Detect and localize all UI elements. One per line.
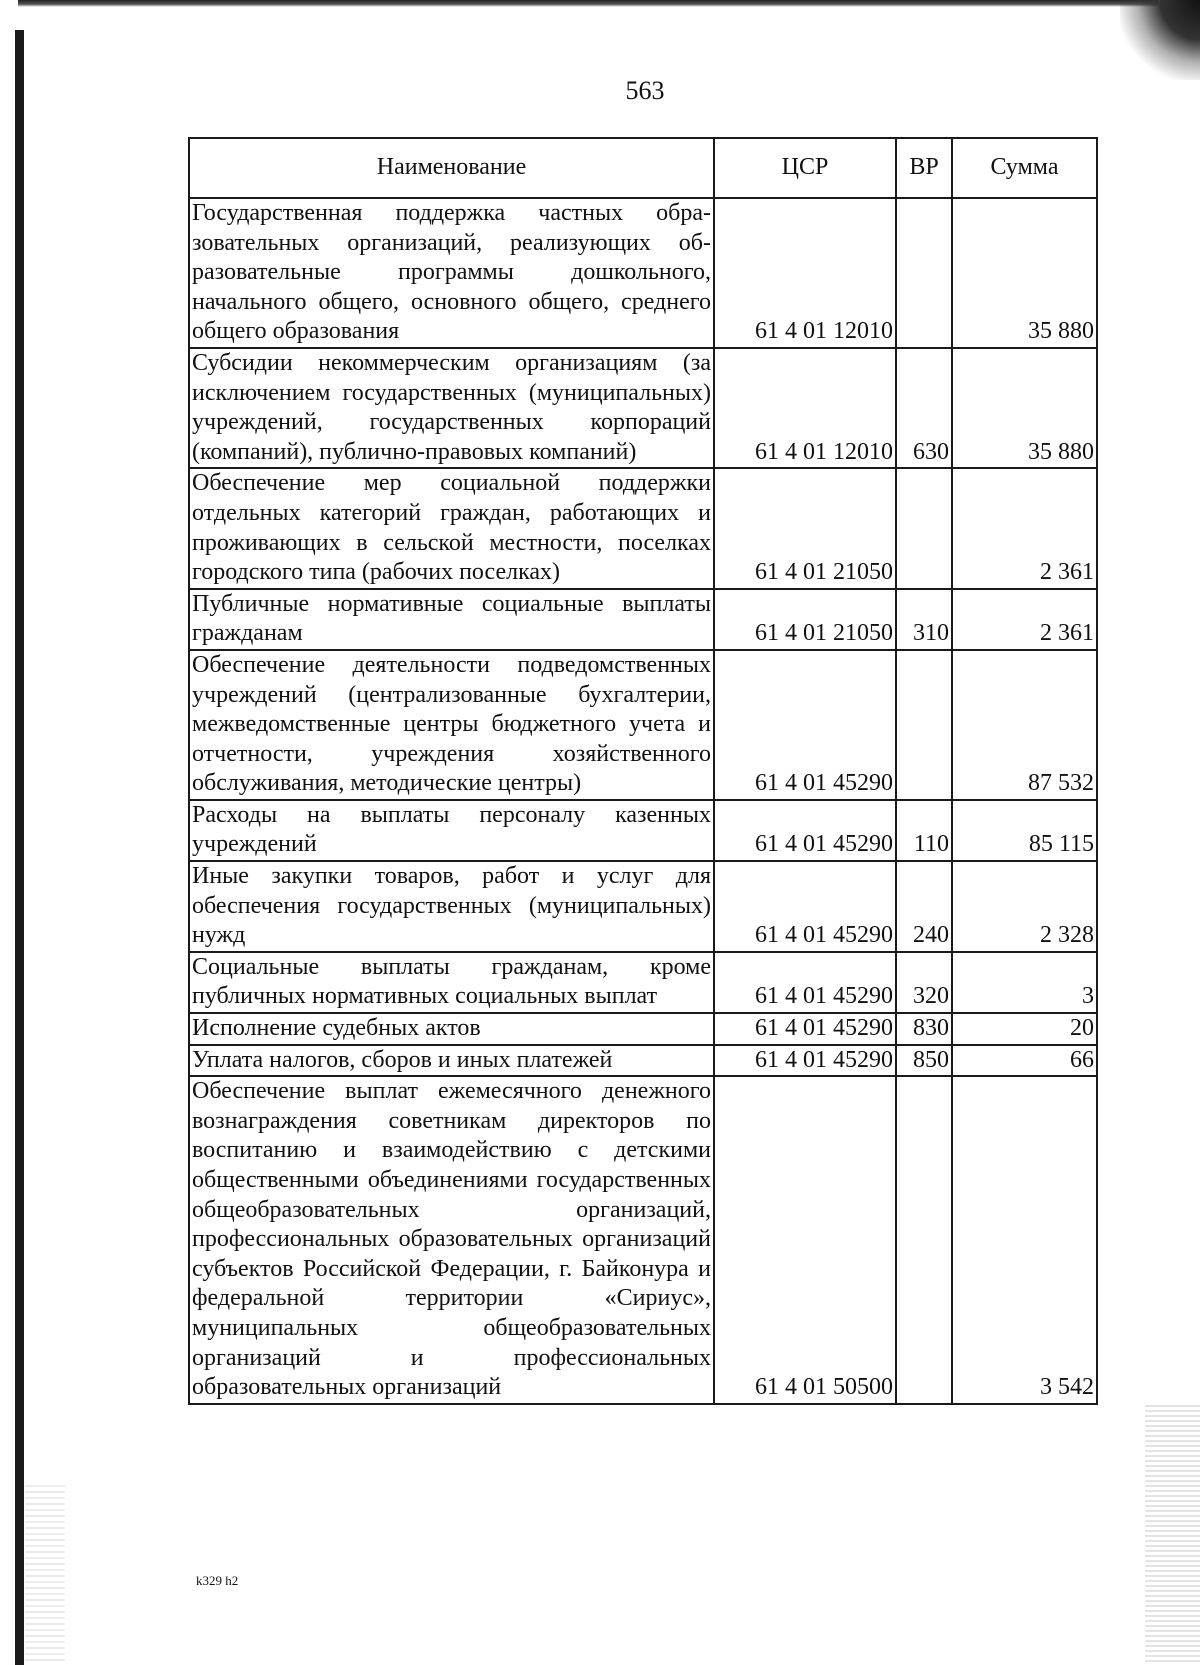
scan-left-edge xyxy=(15,30,24,1665)
table-row xyxy=(189,861,1097,952)
row-name: Социальные выплаты гражданам, кроме публичных нормативных социальных выплат xyxy=(189,952,714,1013)
row-vr xyxy=(896,468,952,588)
row-csr: 61 4 01 45290 xyxy=(714,650,896,800)
page-number: 563 xyxy=(625,76,665,105)
row-name: Расходы на выплаты персоналу казенных учреждений xyxy=(189,800,714,861)
table-row xyxy=(189,1013,1097,1045)
row-sum: 20 xyxy=(952,1013,1097,1045)
row-sum: 2 361 xyxy=(952,589,1097,650)
table-row xyxy=(189,800,1097,861)
row-sum: 2 328 xyxy=(952,861,1097,952)
row-vr: 830 xyxy=(896,1013,952,1045)
row-csr: 61 4 01 45290 xyxy=(714,1045,896,1077)
row-csr: 61 4 01 12010 xyxy=(714,198,896,348)
row-name: Обеспечение выплат ежемесячного денежного вознаграждения советникам директоров по воспитанию и взаимодействию с детскими общественными объединениями государственных общеобразовательных организаций, профессиональных образовательных организаций субъектов Российской Федерации, г. Байконура и федеральной территории «Сириус», муниципальных общеобразовательных организаций и профессиональных образовательных организаций xyxy=(189,1076,714,1404)
table-row xyxy=(189,952,1097,1013)
row-csr: 61 4 01 45290 xyxy=(714,952,896,1013)
table-row xyxy=(189,348,1097,468)
row-name: Публичные нормативные социальные выплаты гражданам xyxy=(189,589,714,650)
table-row xyxy=(189,198,1097,348)
row-csr: 61 4 01 45290 xyxy=(714,1013,896,1045)
row-sum: 85 115 xyxy=(952,800,1097,861)
row-sum: 2 361 xyxy=(952,468,1097,588)
row-csr: 61 4 01 21050 xyxy=(714,589,896,650)
row-vr xyxy=(896,198,952,348)
row-name: Уплата налогов, сборов и иных платежей xyxy=(189,1045,714,1077)
scan-top-edge xyxy=(18,0,1158,7)
row-name: Иные закупки товаров, работ и услуг для обеспечения государственных (муниципальных) нужд xyxy=(189,861,714,952)
row-name: Государственная поддержка частных образовательных организаций, реализующих образовательные программы дошкольного, начального общего, основного общего, среднего общего образования xyxy=(189,198,714,348)
header-sum: Сумма xyxy=(952,138,1097,198)
row-name: Обеспечение деятельности подведомственных учреждений (централизованные бухгалтерии, межведомственные центры бюджетного учета и отчетности, учреждения хозяйственного обслуживания, методические центры) xyxy=(189,650,714,800)
row-name: Субсидии некоммерческим организациям (за исключением государственных (муниципальных) учреждений, государственных корпораций (компаний), публично-правовых компаний) xyxy=(189,348,714,468)
row-csr: 61 4 01 45290 xyxy=(714,800,896,861)
row-sum: 66 xyxy=(952,1045,1097,1077)
header-name: Наименование xyxy=(189,138,714,198)
row-csr: 61 4 01 12010 xyxy=(714,348,896,468)
row-sum: 35 880 xyxy=(952,348,1097,468)
row-sum: 87 532 xyxy=(952,650,1097,800)
row-sum: 3 542 xyxy=(952,1076,1097,1404)
scan-corner-artifact xyxy=(1120,0,1200,80)
row-sum: 35 880 xyxy=(952,198,1097,348)
table-row xyxy=(189,650,1097,800)
table-row xyxy=(189,1076,1097,1404)
footer-code: k329 h2 xyxy=(196,1573,239,1588)
table-row xyxy=(189,589,1097,650)
row-vr: 310 xyxy=(896,589,952,650)
row-vr: 630 xyxy=(896,348,952,468)
table-row xyxy=(189,1045,1097,1077)
header-vr: ВР xyxy=(896,138,952,198)
row-csr: 61 4 01 45290 xyxy=(714,861,896,952)
row-vr: 850 xyxy=(896,1045,952,1077)
row-vr: 110 xyxy=(896,800,952,861)
table-row xyxy=(189,468,1097,588)
row-name: Исполнение судебных актов xyxy=(189,1013,714,1045)
row-vr: 320 xyxy=(896,952,952,1013)
row-vr: 240 xyxy=(896,861,952,952)
row-name: Обеспечение мер социальной поддержки отдельных категорий граждан, работающих и проживающих в сельской местности, поселках городского типа (рабочих поселках) xyxy=(189,468,714,588)
scan-speckle-right xyxy=(1145,1405,1200,1665)
row-vr xyxy=(896,650,952,800)
row-csr: 61 4 01 21050 xyxy=(714,468,896,588)
budget-table xyxy=(188,137,1098,1405)
row-vr xyxy=(896,1076,952,1404)
header-csr: ЦСР xyxy=(714,138,896,198)
scan-speckle-left xyxy=(25,1485,65,1665)
row-sum: 3 xyxy=(952,952,1097,1013)
table-header-row xyxy=(189,138,1097,198)
row-csr: 61 4 01 50500 xyxy=(714,1076,896,1404)
